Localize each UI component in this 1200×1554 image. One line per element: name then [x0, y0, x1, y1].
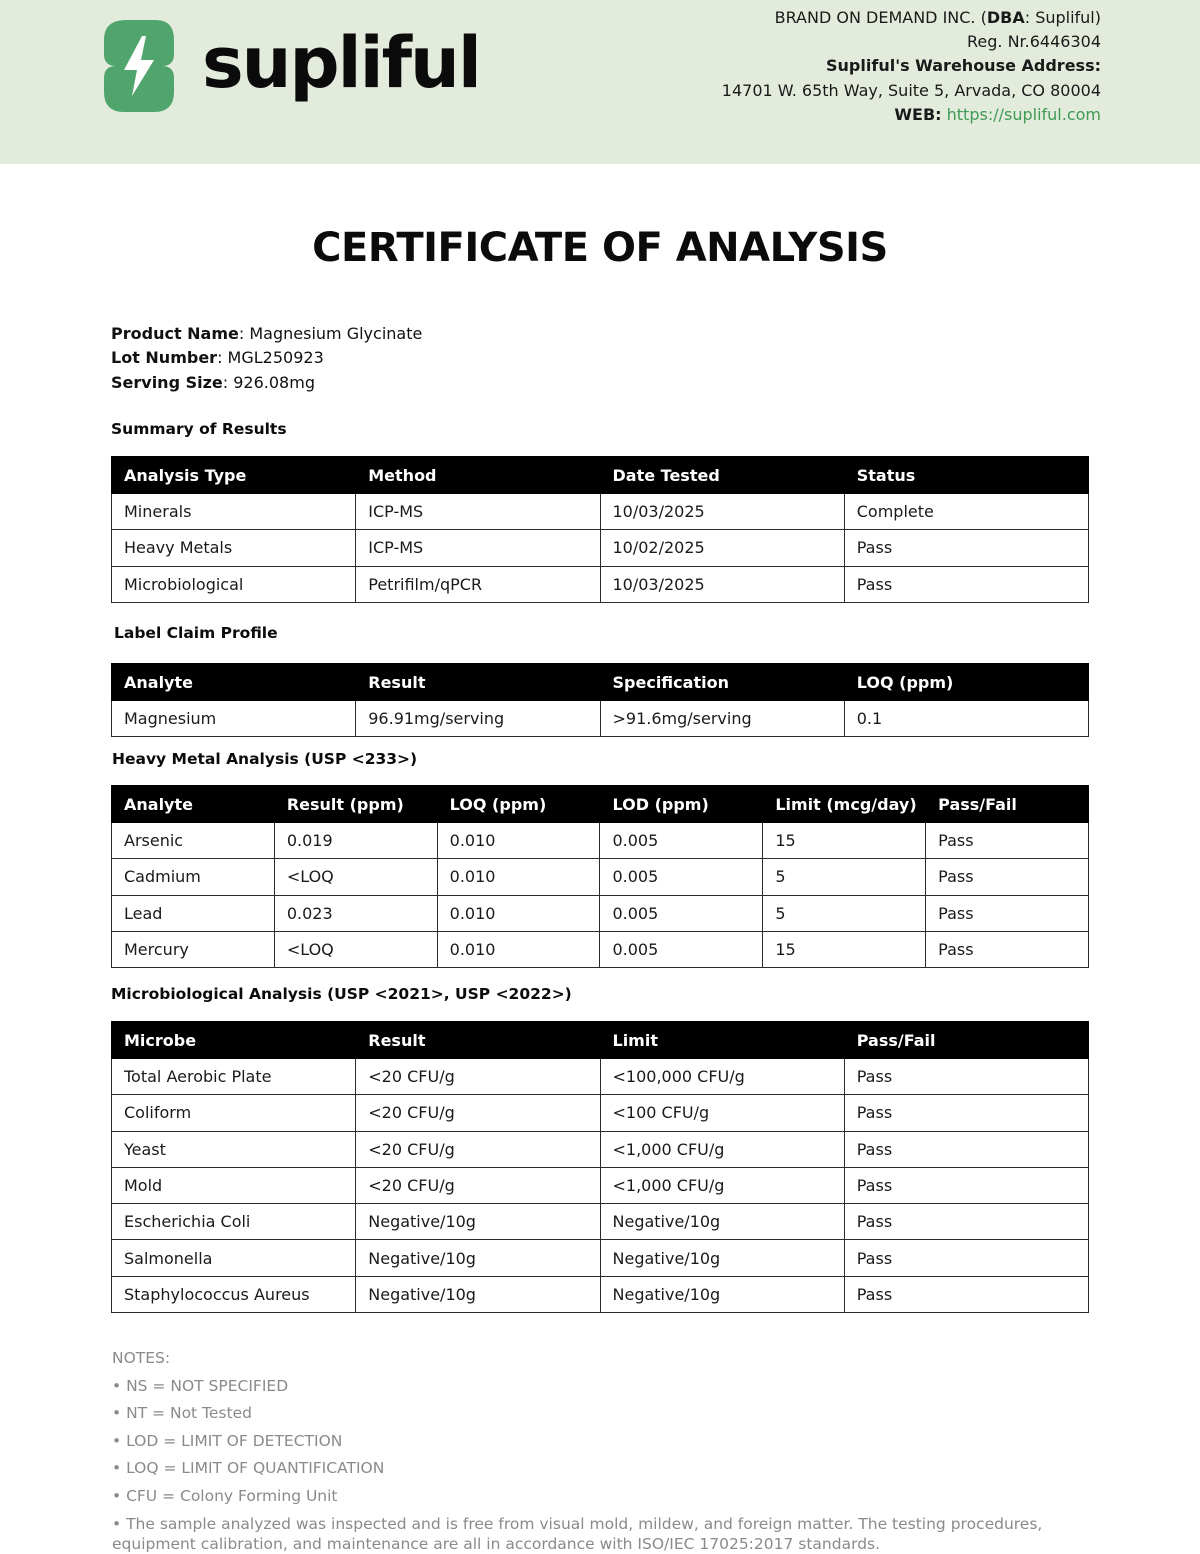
lightning-bolt-icon [104, 20, 174, 112]
table-row [112, 931, 1089, 967]
note-item: • The sample analyzed was inspected and is free from visual mold, mildew, and foreign matter. The testing procedures, equipment calibration, and maintenance are all in accordance with ISO/IEC 17025:2017 standards. [112, 1514, 1097, 1554]
table-cell: Yeast [112, 1131, 356, 1167]
table-cell: 10/02/2025 [600, 530, 844, 566]
column-header: Pass/Fail [844, 1022, 1088, 1059]
table-row [112, 859, 1089, 895]
table-cell: Escherichia Coli [112, 1204, 356, 1240]
table-header-row [112, 664, 1089, 701]
column-header: Analyte [112, 664, 356, 701]
column-header: Pass/Fail [926, 786, 1089, 823]
label-claim-title: Label Claim Profile [114, 624, 278, 642]
table-cell: Pass [844, 1204, 1088, 1240]
table-row [112, 1167, 1089, 1203]
label-claim-table [111, 663, 1089, 737]
table-cell: Complete [844, 494, 1088, 530]
microbiological-title: Microbiological Analysis (USP <2021>, USP <2022>) [111, 985, 572, 1003]
table-cell: Negative/10g [356, 1204, 600, 1240]
table-cell: Salmonella [112, 1240, 356, 1276]
table-cell: <20 CFU/g [356, 1131, 600, 1167]
summary-table [111, 456, 1089, 603]
table-cell: Heavy Metals [112, 530, 356, 566]
table-cell: 0.010 [437, 823, 600, 859]
reg-number: Reg. Nr.6446304 [722, 30, 1101, 54]
table-cell: 15 [763, 823, 926, 859]
heavy-metal-table [111, 785, 1089, 968]
serving-size: 926.08mg [233, 373, 315, 392]
table-cell: Total Aerobic Plate [112, 1059, 356, 1095]
table-cell: Minerals [112, 494, 356, 530]
column-header: Microbe [112, 1022, 356, 1059]
web-line [722, 103, 1101, 127]
table-cell: 0.005 [600, 931, 763, 967]
table-cell: 10/03/2025 [600, 494, 844, 530]
table-cell: Microbiological [112, 566, 356, 602]
table-row [112, 530, 1089, 566]
table-cell: Pass [844, 566, 1088, 602]
product-name: Magnesium Glycinate [249, 324, 422, 343]
table-cell: Coliform [112, 1095, 356, 1131]
table-cell: Pass [844, 1276, 1088, 1312]
web-label: WEB: [894, 105, 941, 124]
table-cell: Pass [926, 823, 1089, 859]
warehouse-address: 14701 W. 65th Way, Suite 5, Arvada, CO 80004 [722, 79, 1101, 103]
note-item: • LOD = LIMIT OF DETECTION [112, 1428, 1097, 1456]
table-cell: Pass [926, 859, 1089, 895]
table-cell: Negative/10g [600, 1204, 844, 1240]
table-cell: >91.6mg/serving [600, 701, 844, 737]
table-cell: Negative/10g [600, 1240, 844, 1276]
table-cell: <1,000 CFU/g [600, 1167, 844, 1203]
table-cell: Petrifilm/qPCR [356, 566, 600, 602]
column-header: Analyte [112, 786, 275, 823]
microbiological-table [111, 1021, 1089, 1313]
warehouse-label: Supliful's Warehouse Address: [826, 56, 1101, 75]
table-row [112, 494, 1089, 530]
table-cell: 0.010 [437, 895, 600, 931]
table-cell: 0.005 [600, 895, 763, 931]
notes-list [112, 1373, 1097, 1554]
table-cell: Negative/10g [356, 1240, 600, 1276]
column-header: Result [356, 664, 600, 701]
column-header: Method [356, 457, 600, 494]
note-item: • CFU = Colony Forming Unit [112, 1483, 1097, 1511]
table-cell: Pass [844, 1131, 1088, 1167]
table-header-row [112, 786, 1089, 823]
table-row [112, 566, 1089, 602]
table-cell: <20 CFU/g [356, 1167, 600, 1203]
table-cell: 0.010 [437, 931, 600, 967]
notes-section [112, 1345, 1097, 1554]
table-cell: Pass [844, 1240, 1088, 1276]
table-cell: Mercury [112, 931, 275, 967]
table-cell: 0.005 [600, 823, 763, 859]
note-item: • NT = Not Tested [112, 1400, 1097, 1428]
column-header: Specification [600, 664, 844, 701]
column-header: LOQ (ppm) [844, 664, 1088, 701]
table-cell: ICP-MS [356, 494, 600, 530]
table-cell: 5 [763, 859, 926, 895]
document-title: CERTIFICATE OF ANALYSIS [0, 225, 1200, 271]
table-cell: Mold [112, 1167, 356, 1203]
table-cell: <20 CFU/g [356, 1095, 600, 1131]
table-cell: 15 [763, 931, 926, 967]
summary-title: Summary of Results [111, 420, 287, 438]
table-cell: <20 CFU/g [356, 1059, 600, 1095]
column-header: Status [844, 457, 1088, 494]
table-cell: 0.1 [844, 701, 1088, 737]
table-cell: Pass [844, 1059, 1088, 1095]
table-cell: Pass [844, 1167, 1088, 1203]
column-header: Result [356, 1022, 600, 1059]
product-info: Product Name: Magnesium Glycinate Lot Number: MGL250923 Serving Size: 926.08mg [111, 322, 422, 395]
serving-size-label: Serving Size [111, 373, 223, 392]
note-item: • LOQ = LIMIT OF QUANTIFICATION [112, 1455, 1097, 1483]
table-cell: Pass [844, 1095, 1088, 1131]
column-header: Limit [600, 1022, 844, 1059]
table-cell: <LOQ [274, 859, 437, 895]
column-header: Result (ppm) [274, 786, 437, 823]
table-cell: Pass [926, 931, 1089, 967]
column-header: Limit (mcg/day) [763, 786, 926, 823]
table-header-row [112, 1022, 1089, 1059]
web-link[interactable]: https://supliful.com [947, 105, 1101, 124]
table-cell: 0.023 [274, 895, 437, 931]
company-info [722, 6, 1101, 127]
table-cell: 0.005 [600, 859, 763, 895]
table-cell: <LOQ [274, 931, 437, 967]
table-cell: Staphylococcus Aureus [112, 1276, 356, 1312]
brand-logo [104, 18, 464, 113]
table-cell: 0.010 [437, 859, 600, 895]
table-row [112, 701, 1089, 737]
table-row [112, 1204, 1089, 1240]
table-cell: 10/03/2025 [600, 566, 844, 602]
table-cell: Negative/10g [356, 1276, 600, 1312]
column-header: LOD (ppm) [600, 786, 763, 823]
table-cell: Pass [844, 530, 1088, 566]
table-row [112, 1059, 1089, 1095]
table-cell: <1,000 CFU/g [600, 1131, 844, 1167]
table-cell: ICP-MS [356, 530, 600, 566]
lot-number: MGL250923 [228, 348, 324, 367]
table-cell: 5 [763, 895, 926, 931]
table-cell: Pass [926, 895, 1089, 931]
table-row [112, 1276, 1089, 1312]
dba-name: Supliful [1035, 8, 1095, 27]
company-name: BRAND ON DEMAND INC. [775, 8, 976, 27]
table-cell: <100 CFU/g [600, 1095, 844, 1131]
column-header: LOQ (ppm) [437, 786, 600, 823]
table-row [112, 823, 1089, 859]
company-line: BRAND ON DEMAND INC. (DBA: Supliful) [722, 6, 1101, 30]
logo-wordmark: supliful [202, 18, 480, 108]
table-cell: Arsenic [112, 823, 275, 859]
table-row [112, 1240, 1089, 1276]
table-cell: 0.019 [274, 823, 437, 859]
table-cell: Negative/10g [600, 1276, 844, 1312]
notes-heading: NOTES: [112, 1345, 1097, 1373]
column-header: Date Tested [600, 457, 844, 494]
table-header-row [112, 457, 1089, 494]
lot-number-label: Lot Number [111, 348, 217, 367]
note-item: • NS = NOT SPECIFIED [112, 1373, 1097, 1401]
column-header: Analysis Type [112, 457, 356, 494]
table-row [112, 1095, 1089, 1131]
table-cell: 96.91mg/serving [356, 701, 600, 737]
dba-label: DBA [987, 8, 1025, 27]
table-row [112, 895, 1089, 931]
header-banner [0, 0, 1200, 164]
heavy-metal-title: Heavy Metal Analysis (USP <233>) [112, 750, 417, 768]
table-cell: <100,000 CFU/g [600, 1059, 844, 1095]
table-cell: Magnesium [112, 701, 356, 737]
table-cell: Lead [112, 895, 275, 931]
product-name-label: Product Name [111, 324, 239, 343]
table-row [112, 1131, 1089, 1167]
table-cell: Cadmium [112, 859, 275, 895]
